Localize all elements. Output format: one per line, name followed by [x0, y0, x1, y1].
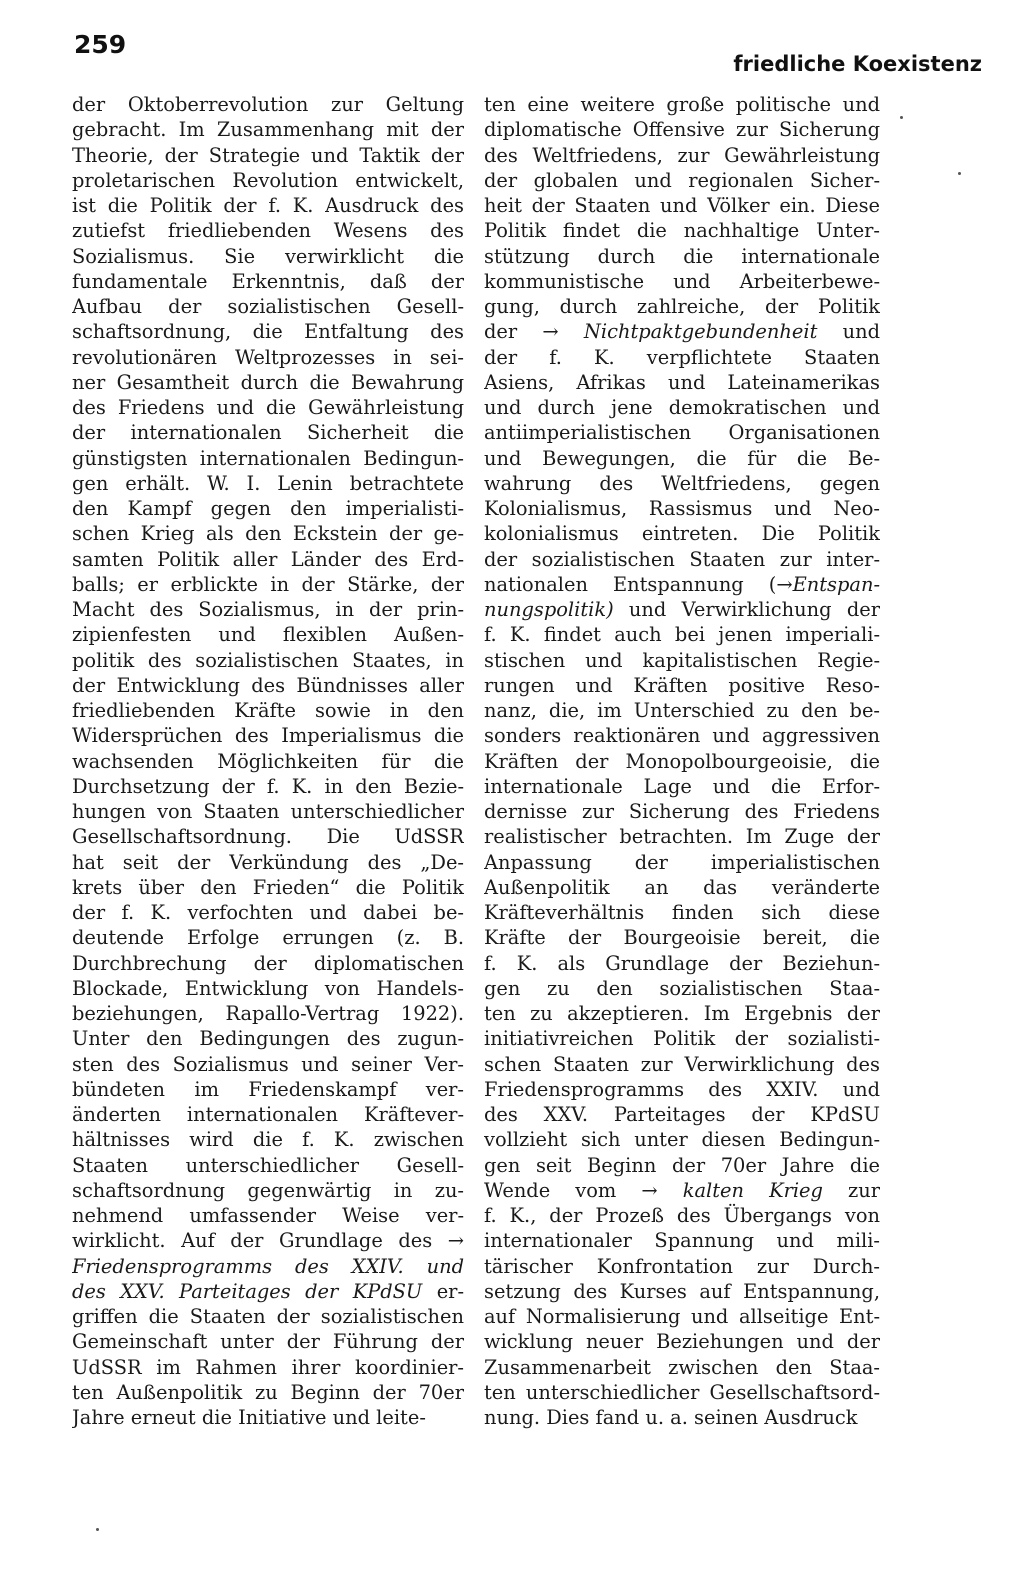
text-segment: zutiefst friedliebenden Wesens des [72, 219, 464, 243]
text-line [484, 1329, 880, 1354]
text-segment: sten des Sozialismus und seiner Ver- [72, 1052, 464, 1076]
text-segment: diplomatische Offensive zur Sicherung [484, 118, 880, 142]
text-line [484, 951, 880, 976]
page-number: 259 [74, 30, 127, 59]
text-segment: Kräfteverhältnis finden sich diese [484, 901, 880, 924]
text-segment: der → [484, 320, 584, 344]
text-line [72, 774, 464, 799]
text-line [72, 1329, 464, 1354]
text-line [72, 1026, 464, 1051]
text-line [484, 117, 880, 142]
text-segment: friedliebenden Kräfte sowie in den [72, 699, 464, 722]
text-line [72, 471, 464, 496]
text-segment: sonders reaktionären und aggressiven [484, 724, 880, 748]
text-segment: tärischer Konfrontation zur Durch- [484, 1254, 880, 1278]
text-line [72, 193, 464, 218]
text-segment: antiimperialistischen Organisationen [484, 421, 880, 445]
text-segment: schen Krieg als den Eckstein der ge- [72, 522, 464, 546]
text-line [484, 420, 880, 445]
text-segment: krets über den Frieden“ die Politik [72, 875, 464, 899]
text-segment: Staaten unterschiedlicher Gesell- [72, 1153, 464, 1177]
text-line [484, 193, 880, 218]
text-segment: Macht des Sozialismus, in der prin- [72, 598, 464, 621]
text-line [72, 1052, 464, 1077]
text-line [72, 850, 464, 875]
text-segment: ten unterschiedlicher Gesellschaftsord- [484, 1380, 880, 1404]
text-segment: des XXV. Parteitages der KPdSU [484, 1103, 880, 1126]
text-line [484, 218, 880, 243]
text-segment: Friedensprogramms des XXIV. und [484, 1077, 880, 1101]
text-segment: Anpassung der imperialistischen [484, 850, 880, 874]
text-line [484, 1127, 880, 1152]
text-segment: nanz, die, im Unterschied zu den be- [484, 699, 880, 722]
text-segment: bündeten im Friedenskampf ver- [72, 1077, 464, 1101]
text-segment: beziehungen, Rapallo-Vertrag 1922). [72, 1002, 464, 1025]
text-line [484, 572, 880, 597]
text-line [484, 1001, 880, 1026]
text-segment: auf Normalisierung und allseitige Ent- [484, 1305, 880, 1328]
text-line [484, 1052, 880, 1077]
text-segment: Unter den Bedingungen des zugun- [72, 1027, 464, 1051]
text-line [72, 1228, 464, 1253]
text-segment: hat seit der Verkündung des „De- [72, 850, 464, 874]
text-line [72, 547, 464, 572]
text-segment: initiativreichen Politik der sozialisti- [484, 1027, 880, 1051]
text-line [72, 1203, 464, 1228]
text-segment: ist die Politik der f. K. Ausdruck des [72, 194, 464, 217]
text-segment: Kräften der Monopolbourgeoisie, die [484, 749, 880, 773]
text-segment: wirklicht. Auf der Grundlage des → [72, 1229, 464, 1253]
text-segment: balls; er erblickte in der Stärke, der [72, 572, 464, 596]
text-segment: und [817, 320, 880, 344]
text-segment: stützung durch die internationale [484, 244, 880, 268]
text-line [72, 723, 464, 748]
text-line [72, 799, 464, 824]
text-segment: Durchbrechung der diplomatischen [72, 951, 464, 975]
text-line [484, 749, 880, 774]
text-segment: f. K. als Grundlage der Beziehun- [484, 951, 880, 975]
text-segment: änderten internationalen Kräftever- [72, 1103, 464, 1126]
right-text-column [484, 92, 880, 1430]
text-line [484, 698, 880, 723]
text-segment: zur [822, 1178, 880, 1202]
text-segment: dernisse zur Sicherung des Friedens [484, 800, 880, 823]
text-segment: Durchsetzung der f. K. in den Bezie- [72, 774, 464, 798]
text-segment: er- [422, 1279, 464, 1303]
text-line [484, 244, 880, 269]
text-segment: und Verwirklichung der [613, 598, 880, 621]
text-line [484, 521, 880, 546]
text-line [484, 1153, 880, 1178]
text-line [484, 976, 880, 1001]
text-segment: proletarischen Revolution entwickelt, [72, 168, 464, 192]
text-segment: und durch jene demokratischen und [484, 396, 880, 419]
text-line [484, 269, 880, 294]
text-segment: ten zu akzeptieren. Im Ergebnis der [484, 1002, 880, 1025]
text-segment: gen zu den sozialistischen Staa- [484, 976, 880, 1000]
text-line [484, 850, 880, 875]
text-segment: Kolonialismus, Rassismus und Neo- [484, 497, 880, 520]
running-head: friedliche Koexistenz [733, 52, 982, 76]
text-line [72, 1127, 464, 1152]
text-line [72, 1077, 464, 1102]
text-segment: der f. K. verpflichtete Staaten [484, 345, 880, 369]
italic-reference: nungspolitik) [484, 598, 614, 621]
text-line [484, 597, 880, 622]
text-line [484, 1203, 880, 1228]
text-line [484, 799, 880, 824]
text-line [72, 900, 464, 925]
text-line [484, 1254, 880, 1279]
text-segment: f. K., der Prozeß des Übergangs von [484, 1204, 880, 1227]
italic-reference: Friedensprogramms des XXIV. und [72, 1254, 464, 1278]
text-segment: ner Gesamtheit durch die Bewahrung [72, 370, 464, 394]
text-line [72, 143, 464, 168]
text-line [72, 446, 464, 471]
text-segment: der globalen und regionalen Sicher- [484, 168, 880, 192]
text-segment: Widersprüchen des Imperialismus die [72, 724, 464, 748]
text-segment: der internationalen Sicherheit die [72, 421, 464, 445]
text-line [72, 420, 464, 445]
text-segment: Außenpolitik an das veränderte [484, 875, 880, 899]
text-line [484, 395, 880, 420]
text-line [484, 294, 880, 319]
text-line [484, 648, 880, 673]
text-line [484, 1405, 880, 1430]
text-segment: rungen und Kräften positive Reso- [484, 673, 880, 697]
text-line [484, 168, 880, 193]
text-segment: hungen von Staaten unterschiedlicher [72, 800, 464, 823]
text-segment: der f. K. verfochten und dabei be- [72, 901, 464, 924]
text-segment: internationaler Spannung und mili- [484, 1229, 880, 1253]
text-line [484, 900, 880, 925]
left-text-column [72, 92, 464, 1430]
text-segment: ten eine weitere große politische und [484, 93, 880, 116]
text-line [72, 1380, 464, 1405]
text-line [484, 1279, 880, 1304]
text-segment: der Oktoberrevolution zur Geltung [72, 93, 464, 116]
print-speck [96, 1528, 99, 1531]
text-line [72, 1405, 464, 1430]
text-line [484, 1380, 880, 1405]
text-line [72, 951, 464, 976]
text-segment: Sozialismus. Sie verwirklicht die [72, 244, 464, 268]
text-segment: schaftsordnung, die Entfaltung des [72, 320, 464, 344]
text-segment: günstigsten internationalen Bedingun- [72, 446, 464, 470]
text-line [484, 925, 880, 950]
text-line [72, 395, 464, 420]
text-segment: zipienfesten und flexiblen Außen- [72, 623, 464, 647]
text-line [72, 218, 464, 243]
text-line [72, 521, 464, 546]
text-line [484, 496, 880, 521]
text-line [484, 875, 880, 900]
text-segment: gen erhält. W. I. Lenin betrachtete [72, 471, 464, 495]
text-line [72, 976, 464, 1001]
text-line [484, 723, 880, 748]
text-segment: nehmend umfassender Weise ver- [72, 1204, 464, 1227]
text-line [72, 1304, 464, 1329]
text-line [72, 1178, 464, 1203]
text-segment: UdSSR im Rahmen ihrer koordinier- [72, 1355, 464, 1379]
text-line [484, 673, 880, 698]
text-line [72, 572, 464, 597]
print-speck [958, 172, 961, 175]
text-segment: Kräfte der Bourgeoisie bereit, die [484, 926, 880, 950]
text-line [72, 622, 464, 647]
text-line [484, 345, 880, 370]
text-segment: der Entwicklung des Bündnisses aller [72, 673, 464, 697]
text-segment: Politik findet die nachhaltige Unter- [484, 219, 880, 243]
text-line [72, 1279, 464, 1304]
text-segment: fundamentale Erkenntnis, daß der [72, 269, 464, 293]
text-line [72, 496, 464, 521]
text-line [484, 1355, 880, 1380]
text-line [484, 1026, 880, 1051]
text-line [484, 446, 880, 471]
text-line [72, 345, 464, 370]
text-segment: des Friedens und die Gewährleistung [72, 396, 464, 419]
text-segment: samten Politik aller Länder des Erd- [72, 547, 464, 571]
italic-reference: kalten Krieg [682, 1178, 823, 1202]
text-segment: schaftsordnung gegenwärtig in zu- [72, 1178, 464, 1202]
text-line [72, 648, 464, 673]
text-segment: stischen und kapitalistischen Regie- [484, 648, 880, 672]
italic-reference: Nichtpaktgebundenheit [583, 320, 818, 344]
text-segment: Theorie, der Strategie und Taktik der [72, 143, 464, 167]
text-segment: gung, durch zahlreiche, der Politik [484, 295, 880, 318]
text-line [72, 294, 464, 319]
text-segment: ten Außenpolitik zu Beginn der 70er [72, 1380, 464, 1404]
text-segment: setzung des Kurses auf Entspannung, [484, 1279, 880, 1303]
text-segment: Wende vom → [484, 1178, 683, 1202]
text-segment: gen seit Beginn der 70er Jahre die [484, 1153, 880, 1177]
text-line [484, 143, 880, 168]
print-speck [900, 116, 903, 119]
text-segment: wicklung neuer Beziehungen und der [484, 1330, 880, 1354]
text-segment: schen Staaten zur Verwirklichung des [484, 1052, 880, 1076]
text-line [72, 92, 464, 117]
text-segment: heit der Staaten und Völker ein. Diese [484, 194, 880, 217]
text-segment: f. K. findet auch bei jenen imperiali- [484, 623, 880, 647]
text-line [72, 244, 464, 269]
text-line [484, 471, 880, 496]
text-segment: kolonialismus eintreten. Die Politik [484, 522, 880, 546]
text-line [72, 319, 464, 344]
text-line [72, 749, 464, 774]
text-segment: des Weltfriedens, zur Gewährleistung [484, 143, 880, 167]
text-segment: vollzieht sich unter diesen Bedingun- [484, 1128, 880, 1152]
text-line [72, 673, 464, 698]
text-segment: Zusammenarbeit zwischen den Staa- [484, 1355, 880, 1379]
text-segment: wachsenden Möglichkeiten für die [72, 749, 464, 773]
text-line [72, 824, 464, 849]
italic-reference: Entspan- [792, 572, 880, 596]
text-line [72, 925, 464, 950]
text-segment: Aufbau der sozialistischen Gesell- [72, 295, 464, 318]
text-segment: deutende Erfolge errungen (z. B. [72, 926, 464, 950]
text-line [484, 92, 880, 117]
text-segment: der sozialistischen Staaten zur inter- [484, 547, 880, 571]
text-line [72, 1102, 464, 1127]
text-segment: internationale Lage und die Erfor- [484, 774, 880, 798]
text-segment: hältnisses wird die f. K. zwischen [72, 1128, 464, 1152]
text-line [72, 370, 464, 395]
text-segment: gebracht. Im Zusammenhang mit der [72, 118, 464, 142]
text-line [484, 1178, 880, 1203]
text-line [72, 597, 464, 622]
italic-reference: des XXV. Parteitages der KPdSU [72, 1279, 423, 1303]
text-segment: revolutionären Weltprozesses in sei- [72, 345, 464, 369]
text-line [72, 269, 464, 294]
text-segment: griffen die Staaten der sozialistischen [72, 1305, 464, 1328]
text-line [484, 1102, 880, 1127]
text-segment: realistischer betrachten. Im Zuge der [484, 825, 880, 849]
text-line [72, 698, 464, 723]
text-line [72, 168, 464, 193]
text-line [72, 1254, 464, 1279]
text-line [484, 370, 880, 395]
text-line [484, 547, 880, 572]
text-segment: Jahre erneut die Initiative und leite- [72, 1406, 426, 1429]
text-segment: und Bewegungen, die für die Be- [484, 446, 880, 470]
text-line [484, 824, 880, 849]
text-line [72, 1355, 464, 1380]
text-line [484, 1228, 880, 1253]
text-segment: Gesellschaftsordnung. Die UdSSR [72, 825, 464, 849]
text-line [72, 875, 464, 900]
text-segment: nung. Dies fand u. a. seinen Ausdruck [484, 1406, 858, 1429]
text-segment: kommunistische und Arbeiterbewe- [484, 269, 880, 293]
text-segment: politik des sozialistischen Staates, in [72, 648, 464, 672]
text-segment: den Kampf gegen den imperialisti- [72, 497, 464, 520]
text-line [484, 319, 880, 344]
text-line [72, 117, 464, 142]
text-segment: Blockade, Entwicklung von Handels- [72, 976, 464, 1000]
text-line [484, 622, 880, 647]
text-line [484, 1077, 880, 1102]
text-segment: Gemeinschaft unter der Führung der [72, 1330, 464, 1354]
text-segment: nationalen Entspannung (→ [484, 572, 793, 596]
text-line [72, 1153, 464, 1178]
text-segment: wahrung des Weltfriedens, gegen [484, 471, 880, 495]
text-line [484, 1304, 880, 1329]
text-segment: Asiens, Afrikas und Lateinamerikas [484, 370, 880, 394]
text-line [72, 1001, 464, 1026]
text-line [484, 774, 880, 799]
